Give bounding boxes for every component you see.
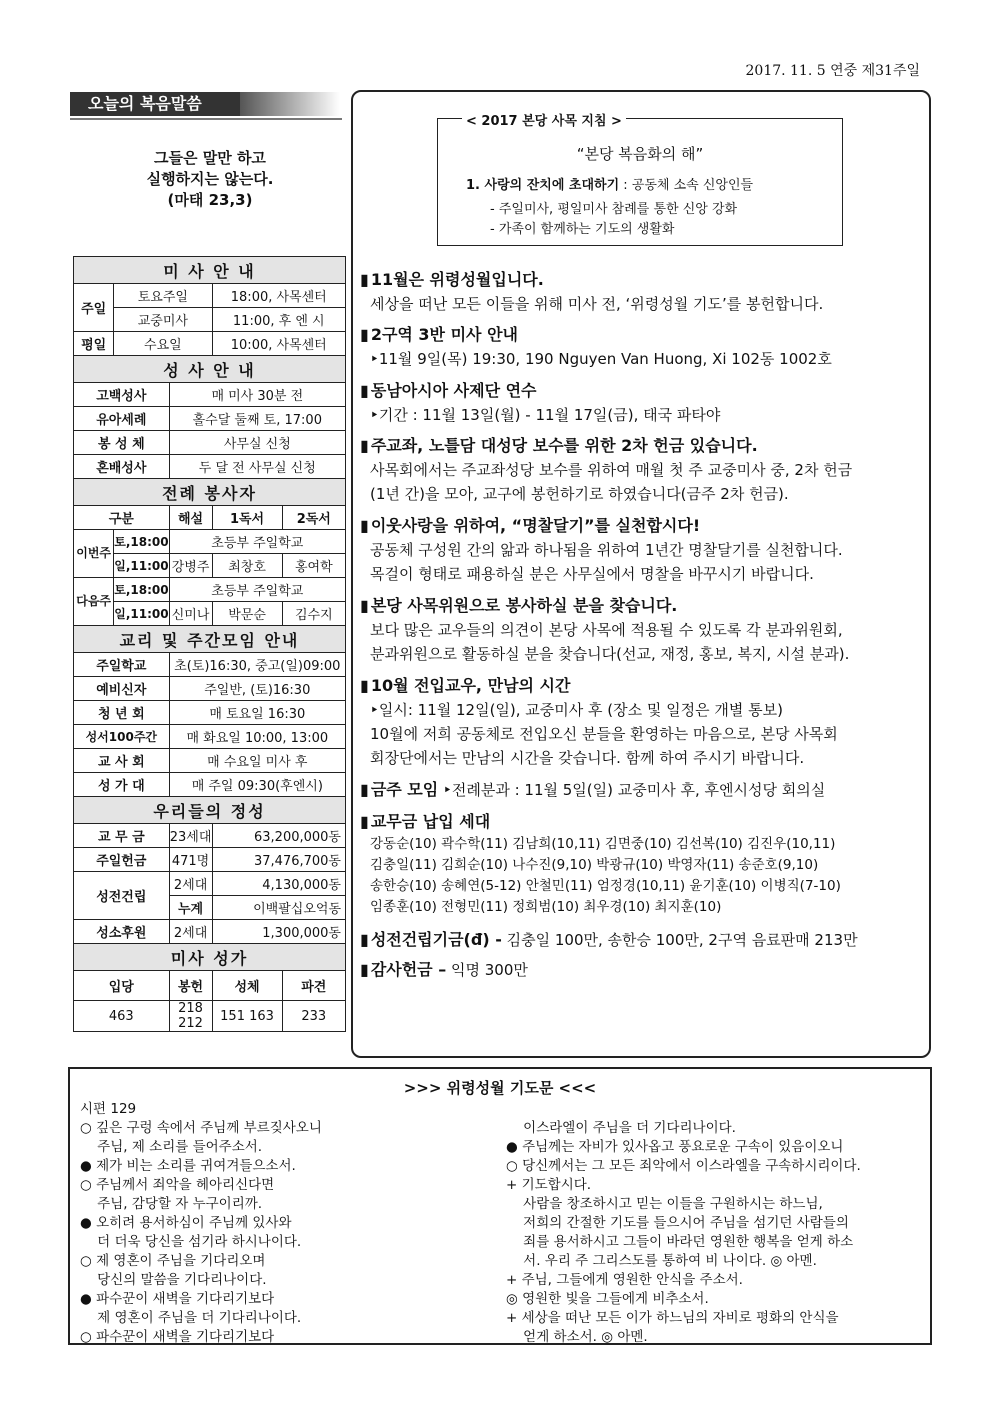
- prayer-line: ○ 주님께서 죄악을 헤아리신다면: [80, 1177, 275, 1193]
- prayer-line: 사람을 창조하시고 믿는 이들을 구원하시는 하느님,: [506, 1196, 823, 1212]
- donor-list-line: 강동순(10) 곽수학(11) 김남희(10,11) 김면중(10) 김선복(10) 김진우(10,11): [370, 836, 836, 852]
- prayer-line: 얻게 하소서. ◎ 아멘.: [506, 1329, 648, 1345]
- meeting-name: 성 가 대: [74, 773, 170, 797]
- mass-time: 18:00, 사목센터: [212, 284, 346, 308]
- news-heading: ▮ 교무금 납입 세대: [360, 810, 926, 834]
- hymn-header: 입당: [74, 971, 170, 1001]
- issue-date: 2017. 11. 5 연중 제31주일: [745, 63, 920, 79]
- gospel-tag-gradient: [240, 92, 340, 116]
- prayer-line: 이스라엘이 주님을 더 기다리나이다.: [506, 1120, 736, 1136]
- offering-name: 성소후원: [74, 920, 170, 944]
- prayer-line: 저희의 간절한 기도를 들으시어 주님을 섬기던 사람들의: [506, 1215, 849, 1231]
- donor-list-line: 김충일(11) 김희순(10) 나수진(9,10) 박광규(10) 박영자(11) 송준호(9,10): [370, 857, 819, 873]
- offering-name: 주일헌금: [74, 848, 170, 872]
- news-item: [360, 674, 926, 770]
- offering-count: 23세대: [169, 824, 212, 848]
- gospel-tag-label: 오늘의 복음말씀: [70, 92, 240, 116]
- news-heading: ▮ 동남아시아 사제단 연수: [360, 379, 926, 403]
- hymn-header: 봉헌: [169, 971, 212, 1001]
- news-item: [360, 810, 926, 918]
- news-item: [360, 928, 926, 952]
- hymn-header: 성체: [212, 971, 282, 1001]
- prayer-line: 죄를 용서하시고 그들이 바라던 영원한 행복을 얻게 하소: [506, 1234, 854, 1250]
- meeting-desc: 주일반, (토)16:30: [169, 677, 345, 701]
- meeting-name: 주일학교: [74, 653, 170, 677]
- prayer-line: ● 제가 비는 소리를 귀여겨들으소서.: [80, 1158, 296, 1174]
- liturgy-merged: 초등부 주일학교: [169, 578, 345, 602]
- prayer-line: ● 파수꾼이 새벽을 기다리기보다: [80, 1291, 275, 1307]
- liturgy-cell: 홍여학: [282, 554, 345, 578]
- hymns-title: 미사 성가: [74, 944, 346, 971]
- policy-title: < 2017 본당 사목 지침 >: [462, 110, 626, 129]
- policy-subitem: - 가족이 함께하는 기도의 생활화: [490, 222, 675, 237]
- news-body: 목걸이 형태로 패용하실 분은 사무실에서 명찰을 바꾸시기 바랍니다.: [370, 565, 814, 583]
- offering-amount: 4,130,000동: [212, 872, 346, 896]
- gospel-tag-underline: [70, 118, 342, 120]
- sacrament-desc: 두 달 전 사무실 신청: [169, 455, 345, 479]
- news-heading: ▮ 성전건립기금(đ) -: [360, 930, 502, 949]
- prayer-line: 시편 129: [80, 1101, 137, 1117]
- news-heading: ▮ 본당 사목위원으로 봉사하실 분을 찾습니다.: [360, 594, 926, 618]
- sacrament-title: 성 사 안 내: [74, 356, 346, 383]
- liturgy-header: 1독서: [212, 506, 282, 530]
- sacrament-desc: 홀수달 둘째 토, 17:00: [169, 407, 345, 431]
- hymn-number: 233: [282, 1001, 345, 1032]
- offering-name: 교 무 금: [74, 824, 170, 848]
- news-body: (1년 간)을 모아, 교구에 봉헌하기로 하였습니다(금주 2차 헌금).: [370, 485, 789, 503]
- liturgy-this-week: 이번주: [74, 530, 114, 578]
- verse-line: 그들은 말만 하고: [154, 149, 266, 167]
- sacrament-desc: 매 미사 30분 전: [169, 383, 345, 407]
- news-body: 김충일 100만, 송한승 100만, 2구역 음료판매 213만: [506, 931, 858, 949]
- offering-count: 2세대: [169, 920, 212, 944]
- news-body: 보다 많은 교우들의 의견이 본당 사목에 적용될 수 있도록 각 분과위원회,: [370, 621, 843, 639]
- liturgy-header: 해설: [169, 506, 212, 530]
- meeting-desc: 초(토)16:30, 중고(일)09:00: [169, 653, 345, 677]
- gospel-verse: [110, 148, 310, 211]
- gospel-section-tag: [70, 92, 340, 118]
- news-heading: ▮ 11월은 위령성월입니다.: [360, 268, 926, 292]
- news-body: 사목회에서는 주교좌성당 보수를 위하여 매월 첫 주 교중미사 중, 2차 헌금: [370, 461, 853, 479]
- news-item: [360, 323, 926, 371]
- meeting-name: 성서100주간: [74, 725, 170, 749]
- mass-time: 11:00, 후 엔 시: [212, 308, 346, 332]
- donor-list-line: 임종훈(10) 전형민(11) 정희범(10) 최우경(10) 최지훈(10): [370, 899, 722, 915]
- prayer-line: 주님, 감당할 자 누구이리까.: [80, 1196, 263, 1212]
- news-item: [360, 958, 926, 982]
- hymn-number: 463: [74, 1001, 170, 1032]
- news-heading: ▮ 2구역 3반 미사 안내: [360, 323, 926, 347]
- policy-item-title: 1. 사랑의 잔치에 초대하기: [466, 178, 620, 193]
- prayer-line: 주님, 제 소리를 들어주소서.: [80, 1139, 263, 1155]
- offering-amount: 63,200,000동: [212, 824, 346, 848]
- hymn-number: 218 212: [169, 1001, 212, 1032]
- liturgy-cell: 박문순: [212, 602, 282, 626]
- mass-time: 10:00, 사목센터: [212, 332, 346, 356]
- mass-name: 수요일: [114, 332, 212, 356]
- sacrament-desc: 사무실 신청: [169, 431, 345, 455]
- news-item: [360, 594, 926, 666]
- prayer-line: 당신의 말씀을 기다리나이다.: [80, 1272, 267, 1288]
- offerings-title: 우리들의 정성: [74, 797, 346, 824]
- mass-name: 교중미사: [114, 308, 212, 332]
- prayer-line: 서. 우리 주 그리스도를 통하여 비 나이다. ◎ 아멘.: [506, 1253, 817, 1269]
- policy-item-desc: : 공동체 소속 신앙인들: [619, 178, 754, 193]
- policy-subitem: - 주일미사, 평일미사 참례를 통한 신앙 강화: [490, 202, 738, 217]
- news-body: 분과위원으로 활동하실 분을 찾습니다(선교, 재정, 홍보, 복지, 시설 분과).: [370, 645, 850, 663]
- mass-name: 토요주일: [114, 284, 212, 308]
- offering-count: 471명: [169, 848, 212, 872]
- verse-reference: (마태 23,3): [167, 191, 253, 209]
- liturgy-merged: 초등부 주일학교: [169, 530, 345, 554]
- offering-amount: 37,476,700동: [212, 848, 346, 872]
- offering-amount: 이백팔십오억동: [212, 896, 346, 920]
- news-item: [360, 778, 926, 802]
- liturgy-day: 일,11:00: [114, 602, 169, 626]
- news-item: [360, 514, 926, 586]
- news-body: 공동체 구성원 간의 앎과 하나됨을 위하여 1년간 명찰달기를 실천합니다.: [370, 541, 843, 559]
- meetings-title: 교리 및 주간모임 안내: [74, 626, 346, 653]
- news-body: 10월에 저희 공동체로 전입오신 분들을 환영하는 마음으로, 본당 사목회: [370, 725, 838, 743]
- meeting-desc: 매 수요일 미사 후: [169, 749, 345, 773]
- liturgy-title: 전례 봉사자: [74, 479, 346, 506]
- sacrament-name: 고백성사: [74, 383, 170, 407]
- offering-count: 누계: [169, 896, 212, 920]
- meeting-desc: 매 화요일 10:00, 13:00: [169, 725, 345, 749]
- news-heading: ▮ 주교좌, 노틀담 대성당 보수를 위한 2차 헌금 있습니다.: [360, 434, 926, 458]
- news-heading: ▮ 이웃사랑을 위하여, “명찰달기”를 실천합시다!: [360, 514, 926, 538]
- prayer-line: 더 더욱 당신을 섬기라 하시나이다.: [80, 1234, 302, 1250]
- prayer-line: ○ 파수꾼이 새벽을 기다리기보다: [80, 1329, 275, 1345]
- news-body: ‣전례분과 : 11월 5일(일) 교중미사 후, 후엔시성당 회의실: [443, 781, 826, 799]
- liturgy-header: 구분: [74, 506, 170, 530]
- verse-line: 실행하지는 않는다.: [146, 170, 274, 188]
- liturgy-day: 토,18:00: [114, 578, 169, 602]
- sacrament-name: 유아세례: [74, 407, 170, 431]
- liturgy-cell: 김수지: [282, 602, 345, 626]
- meeting-name: 청 년 회: [74, 701, 170, 725]
- prayer-line: ○ 깊은 구렁 속에서 주님께 부르짖사오니: [80, 1120, 322, 1136]
- policy-theme: “본당 복음화의 해”: [576, 145, 704, 163]
- prayer-title: >>> 위령성월 기도문 <<<: [403, 1079, 597, 1097]
- sacrament-name: 혼배성사: [74, 455, 170, 479]
- offering-count: 2세대: [169, 872, 212, 896]
- hymn-header: 파견: [282, 971, 345, 1001]
- meeting-desc: 매 주일 09:30(후엔시): [169, 773, 345, 797]
- mass-sunday-label: 주일: [74, 284, 114, 332]
- prayer-line: 제 영혼이 주님을 더 기다리나이다.: [80, 1310, 302, 1326]
- liturgy-day: 일,11:00: [114, 554, 169, 578]
- prayer-line: ◎ 영원한 빛을 그들에게 비추소서.: [506, 1291, 709, 1307]
- liturgy-cell: 최창호: [212, 554, 282, 578]
- liturgy-header: 2독서: [282, 506, 345, 530]
- news-body: 세상을 떠난 모든 이들을 위해 미사 전, ‘위령성월 기도’를 봉헌합니다.: [370, 295, 824, 313]
- prayer-line: + 주님, 그들에게 영원한 안식을 주소서.: [506, 1272, 743, 1288]
- prayer-line: + 세상을 떠난 모든 이가 하느님의 자비로 평화의 안식을: [506, 1310, 839, 1326]
- liturgy-day: 토,18:00: [114, 530, 169, 554]
- mass-title: 미 사 안 내: [74, 257, 346, 284]
- hymn-number: 151 163: [212, 1001, 282, 1032]
- news-body: ‣기간 : 11월 13일(월) - 11월 17일(금), 태국 파타야: [370, 406, 721, 424]
- policy-item: [466, 174, 753, 193]
- prayer-line: ○ 제 영혼이 주님을 기다리오며: [80, 1253, 266, 1269]
- news-body: ‣11월 9일(목) 19:30, 190 Nguyen Van Huong, Xi 102동 1002호: [370, 350, 832, 368]
- news-body: 회장단에서는 만남의 시간을 갖습니다. 함께 하여 주시기 바랍니다.: [370, 749, 805, 767]
- news-heading: ▮ 감사헌금 –: [360, 960, 446, 979]
- donor-list-line: 송한승(10) 송혜연(5-12) 안철민(11) 엄정경(10,11) 윤기훈(10) 이병직(7-10): [370, 878, 841, 894]
- prayer-left-column: [80, 1100, 322, 1347]
- news-item: [360, 434, 926, 506]
- prayer-line: + 기도합시다.: [506, 1177, 592, 1193]
- liturgy-next-week: 다음주: [74, 578, 114, 626]
- news-heading: ▮ 10월 전입교우, 만남의 시간: [360, 674, 926, 698]
- meeting-name: 교 사 회: [74, 749, 170, 773]
- liturgy-cell: 강병주: [169, 554, 212, 578]
- news-body: 익명 300만: [451, 961, 528, 979]
- sacrament-name: 봉 성 체: [74, 431, 170, 455]
- liturgy-cell: 신미나: [169, 602, 212, 626]
- info-table: [73, 256, 346, 1032]
- prayer-line: ● 오히려 용서하심이 주님께 있사와: [80, 1215, 292, 1231]
- offering-amount: 1,300,000동: [212, 920, 346, 944]
- meeting-desc: 매 토요일 16:30: [169, 701, 345, 725]
- offering-name: 성전건립: [74, 872, 170, 920]
- news-body: ‣일시: 11월 12일(일), 교중미사 후 (장소 및 일정은 개별 통보): [370, 701, 783, 719]
- prayer-line: ○ 당신께서는 그 모든 죄악에서 이스라엘을 구속하시리이다.: [506, 1158, 861, 1174]
- prayer-line: ● 주님께는 자비가 있사옵고 풍요로운 구속이 있음이오니: [506, 1139, 844, 1155]
- mass-weekday-label: 평일: [74, 332, 114, 356]
- news-item: [360, 268, 926, 316]
- meeting-name: 예비신자: [74, 677, 170, 701]
- prayer-right-column: [506, 1119, 861, 1347]
- news-heading: ▮ 금주 모임: [360, 780, 438, 799]
- news-item: [360, 379, 926, 427]
